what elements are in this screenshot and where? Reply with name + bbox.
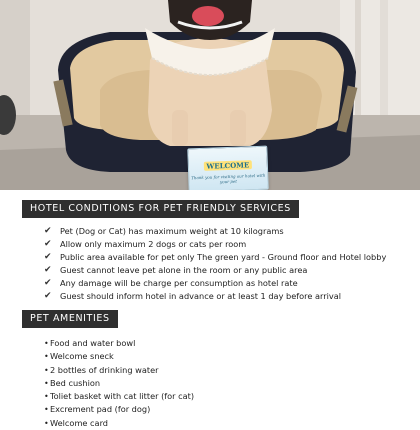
check-icon: ✔	[44, 291, 52, 301]
list-item: ✔ Allow only maximum 2 dogs or cats per room	[44, 239, 247, 249]
list-item: •Welcome sneck	[44, 350, 194, 363]
list-item: ✔ Any damage will be charge per consumption as hotel rate	[44, 278, 298, 288]
bullet-icon: •	[44, 405, 49, 415]
list-item: ✔ Public area available for pet only The green yard - Ground floor and Hotel lobby	[44, 252, 387, 262]
bullet-icon: •	[44, 365, 49, 375]
amenities-list	[44, 337, 194, 430]
list-item: •Bed cushion	[44, 377, 194, 390]
list-item: ✔ Pet (Dog or Cat) has maximum weight at 10 kilograms	[44, 226, 284, 236]
list-item: •2 bottles of drinking water	[44, 364, 194, 377]
bullet-icon: •	[44, 339, 49, 348]
check-icon: ✔	[44, 278, 52, 288]
check-icon: ✔	[44, 252, 52, 262]
amenities-heading: PET AMENITIES	[22, 310, 118, 328]
list-item: •Toliet basket with cat litter (for cat)	[44, 390, 194, 403]
hero-photo	[0, 0, 420, 190]
welcome-card-subtitle: Thank you for visiting our hotel with your pet	[191, 172, 266, 185]
welcome-card	[187, 146, 268, 190]
list-item: •Food and water bowl	[44, 337, 194, 350]
conditions-list	[44, 225, 414, 303]
check-icon: ✔	[44, 239, 52, 249]
conditions-heading: HOTEL CONDITIONS FOR PET FRIENDLY SERVICES	[22, 200, 299, 218]
bullet-icon: •	[44, 418, 49, 428]
list-item: •Excrement pad (for dog)	[44, 403, 194, 416]
check-icon: ✔	[44, 226, 52, 236]
list-item: ✔ Guest should inform hotel in advance or at least 1 day before arrival	[44, 291, 341, 301]
welcome-card-title: WELCOME	[203, 160, 252, 171]
bullet-icon: •	[44, 352, 49, 362]
bullet-icon: •	[44, 392, 49, 402]
bullet-icon: •	[44, 378, 49, 388]
list-item: ✔ Guest cannot leave pet alone in the room or any public area	[44, 265, 308, 275]
list-item: •Welcome card	[44, 417, 194, 430]
check-icon: ✔	[44, 265, 52, 275]
